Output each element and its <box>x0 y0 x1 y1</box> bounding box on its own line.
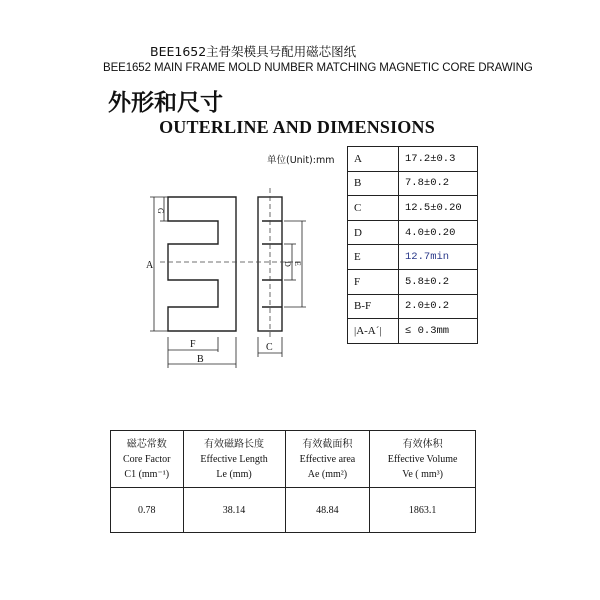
core-factor-header-sym: Ve ( mm³) <box>402 468 443 480</box>
label-e: E <box>293 261 302 266</box>
core-factor-header-sym: Le (mm) <box>216 468 252 480</box>
dimension-key: E <box>348 245 399 270</box>
dimension-row <box>348 147 478 172</box>
dimension-row <box>348 269 478 294</box>
label-a: A <box>146 260 154 271</box>
core-factor-header-en: Effective area <box>299 453 356 465</box>
dimension-table <box>347 146 478 344</box>
core-factor-header-sym: Ae (mm²) <box>307 468 348 480</box>
drawing-title-cn: BEE1652主骨架模具号配用磁芯图纸 <box>150 44 357 59</box>
dimension-row <box>348 319 478 344</box>
dimension-value: 2.0±0.2 <box>399 294 478 319</box>
core-factor-header-en: Core Factor <box>123 453 171 465</box>
dimension-value: 12.7min <box>399 245 478 270</box>
dimension-row <box>348 171 478 196</box>
core-factor-header-cn: 有效截面积 <box>302 438 353 450</box>
label-c: C <box>266 342 273 353</box>
label-f: F <box>190 339 196 350</box>
core-factor-header <box>111 431 184 488</box>
core-factor-table <box>110 430 476 533</box>
label-b: B <box>197 354 204 365</box>
dimension-key: B <box>348 171 399 196</box>
core-factor-value: 38.14 <box>183 488 285 533</box>
label-d: D <box>283 261 292 267</box>
core-factor-header-cn: 有效体积 <box>402 438 443 450</box>
dimension-key: F <box>348 269 399 294</box>
dimension-key: A <box>348 147 399 172</box>
drawing-title-en: BEE1652 MAIN FRAME MOLD NUMBER MATCHING MAGNETIC CORE DRAWING <box>103 62 533 74</box>
dimension-value: 17.2±0.3 <box>399 147 478 172</box>
dimension-value: 5.8±0.2 <box>399 269 478 294</box>
section-title-cn: 外形和尺寸 <box>108 90 223 116</box>
dimension-row <box>348 294 478 319</box>
dimension-key: D <box>348 220 399 245</box>
center-lines <box>160 188 300 340</box>
unit-label: 单位(Unit):mm <box>267 155 335 166</box>
core-factor-value: 48.84 <box>285 488 370 533</box>
dimension-value: ≤ 0.3mm <box>399 319 478 344</box>
core-factor-header-cn: 磁芯常数 <box>126 438 167 450</box>
core-factor-header-cn: 有效磁路长度 <box>204 438 265 450</box>
section-title-en: OUTERLINE AND DIMENSIONS <box>159 117 435 137</box>
dimension-key: |A-A´| <box>348 319 399 344</box>
front-view-outline <box>168 197 236 331</box>
label-g: G <box>156 208 165 214</box>
core-factor-value: 1863.1 <box>370 488 476 533</box>
dimension-key: C <box>348 196 399 221</box>
dimension-row <box>348 220 478 245</box>
dimension-value: 7.8±0.2 <box>399 171 478 196</box>
core-factor-header <box>370 431 476 488</box>
core-factor-header-en: Effective Length <box>200 453 268 465</box>
core-factor-header-sym: C1 (mm⁻¹) <box>124 468 170 480</box>
dimension-value: 4.0±0.20 <box>399 220 478 245</box>
core-factor-header <box>183 431 285 488</box>
dimension-key: B-F <box>348 294 399 319</box>
core-factor-header-en: Effective Volume <box>387 453 458 465</box>
dimension-value: 12.5±0.20 <box>399 196 478 221</box>
dimension-row <box>348 245 478 270</box>
core-factor-value: 0.78 <box>111 488 184 533</box>
core-factor-header <box>285 431 370 488</box>
dimension-row <box>348 196 478 221</box>
drawing-labels <box>146 208 302 365</box>
